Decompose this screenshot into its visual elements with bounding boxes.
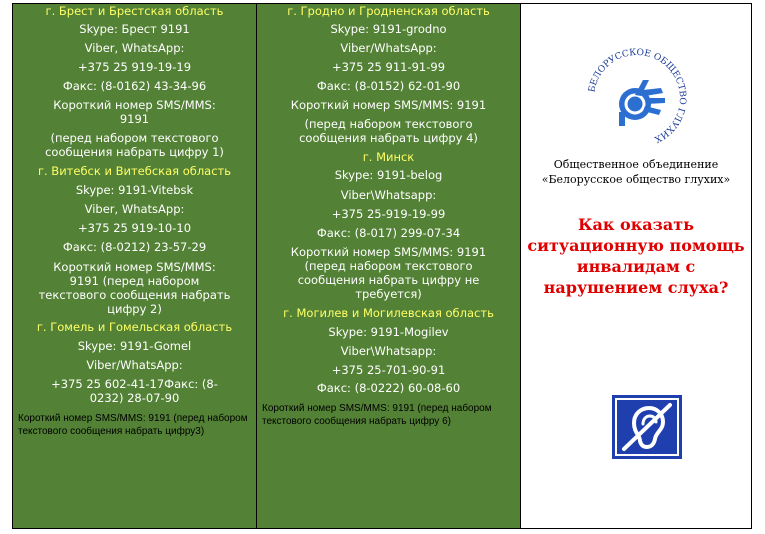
- vitebsk-fax: Факс: (8-0212) 23-57-29: [62, 240, 207, 254]
- hearing-impaired-icon: [612, 395, 682, 459]
- gomel-skype: Skype: 9191-Gomel: [77, 339, 192, 353]
- gomel-phone-line1: +375 25 602-41-17Факс: (8-: [51, 377, 218, 391]
- logo-ring-text: БЕЛОРУССКОЕ ОБЩЕСТВО ГЛУХИХ: [587, 47, 688, 144]
- minsk-heading: г. Минск: [362, 150, 415, 164]
- organization-logo: [583, 44, 691, 152]
- minsk-viber-label: Viber\Whatsapp:: [340, 188, 437, 202]
- minsk-sms-line1: Короткий номер SMS/MMS: 9191: [290, 245, 487, 259]
- minsk-sms-line3: сообщения набрать цифру не: [297, 273, 480, 287]
- mogilev-sms-note: Короткий номер SMS/MMS: 9191 (перед набором текстового сообщения набрать цифру 6): [262, 403, 492, 427]
- grodno-note-line1: (перед набором текстового: [304, 117, 473, 131]
- brest-fax: Факс: (8-0162) 43-34-96: [62, 79, 207, 93]
- grodno-heading: г. Гродно и Гродненская область: [287, 4, 490, 18]
- grodno-sms: Короткий номер SMS/MMS: 9191: [290, 98, 487, 112]
- minsk-phone: +375 25-919-19-99: [331, 207, 446, 221]
- grodno-note-line2: сообщения набрать цифру 4): [299, 131, 478, 145]
- brest-note-line2: сообщения набрать цифру 1): [45, 145, 224, 159]
- brest-note-line1: (перед набором текстового: [50, 131, 219, 145]
- brest-viber-label: Viber, WhatsApp:: [84, 41, 185, 55]
- mogilev-heading: г. Могилев и Могилевская область: [283, 306, 494, 320]
- gomel-heading: г. Гомель и Гомельская область: [36, 320, 233, 334]
- gomel-sms-note: Короткий номер SMS/MMS: 9191 (перед набором текстового сообщения набрать цифру3): [18, 413, 248, 437]
- mogilev-viber-label: Viber\Whatsapp:: [340, 344, 437, 358]
- mogilev-phone: +375 25-701-90-91: [331, 363, 446, 377]
- contacts-panel-left: [12, 3, 257, 529]
- grodno-phone: +375 25 911-91-99: [331, 60, 446, 74]
- vitebsk-phone: +375 25 919-10-10: [77, 221, 192, 235]
- contacts-panel-middle: [256, 3, 521, 529]
- brest-phone: +375 25 919-19-19: [77, 60, 192, 74]
- vitebsk-sms-line4: цифру 2): [107, 302, 162, 316]
- vitebsk-sms-line2: 9191 (перед набором: [69, 274, 200, 288]
- vitebsk-sms-line3: текстового сообщения набрать: [38, 288, 231, 302]
- brest-heading: г. Брест и Брестская область: [45, 4, 224, 18]
- gomel-viber-label: Viber/WhatsApp:: [86, 358, 183, 372]
- vitebsk-sms-line1: Короткий номер SMS/MMS:: [53, 260, 216, 274]
- minsk-sms-line2: (перед набором текстового: [304, 259, 473, 273]
- grodno-fax: Факс: (8-0152) 62-01-90: [316, 79, 461, 93]
- mogilev-skype: Skype: 9191-Mogilev: [328, 325, 449, 339]
- mogilev-fax: Факс: (8-0222) 60-08-60: [316, 381, 461, 395]
- brest-sms-number: 9191: [119, 112, 150, 126]
- cover-panel: [520, 3, 752, 529]
- brochure-title-line4: нарушением слуха?: [543, 278, 729, 297]
- org-name-line2: «Белорусское общество глухих»: [541, 173, 731, 186]
- vitebsk-viber-label: Viber, WhatsApp:: [84, 202, 185, 216]
- minsk-skype: Skype: 9191-belog: [334, 168, 443, 182]
- vitebsk-heading: г. Витебск и Витебская область: [37, 164, 232, 178]
- brest-skype: Skype: Брест 9191: [79, 22, 190, 36]
- brest-sms-label: Короткий номер SMS/MMS:: [53, 98, 216, 112]
- gomel-phone-line2: 0232) 28-07-90: [89, 391, 180, 405]
- brochure-title-line2: ситуационную помощь: [527, 236, 745, 255]
- vitebsk-skype: Skype: 9191-Vitebsk: [75, 183, 194, 197]
- brochure-title-line3: инвалидам с: [576, 257, 696, 276]
- grodno-viber-label: Viber/WhatsApp:: [340, 41, 437, 55]
- minsk-sms-line4: требуется): [355, 287, 422, 301]
- minsk-fax: Факс: (8-017) 299-07-34: [316, 226, 461, 240]
- org-name-line1: Общественное объединение: [553, 158, 719, 171]
- grodno-skype: Skype: 9191-grodno: [330, 22, 447, 36]
- brochure-title-line1: Как оказать: [578, 215, 694, 234]
